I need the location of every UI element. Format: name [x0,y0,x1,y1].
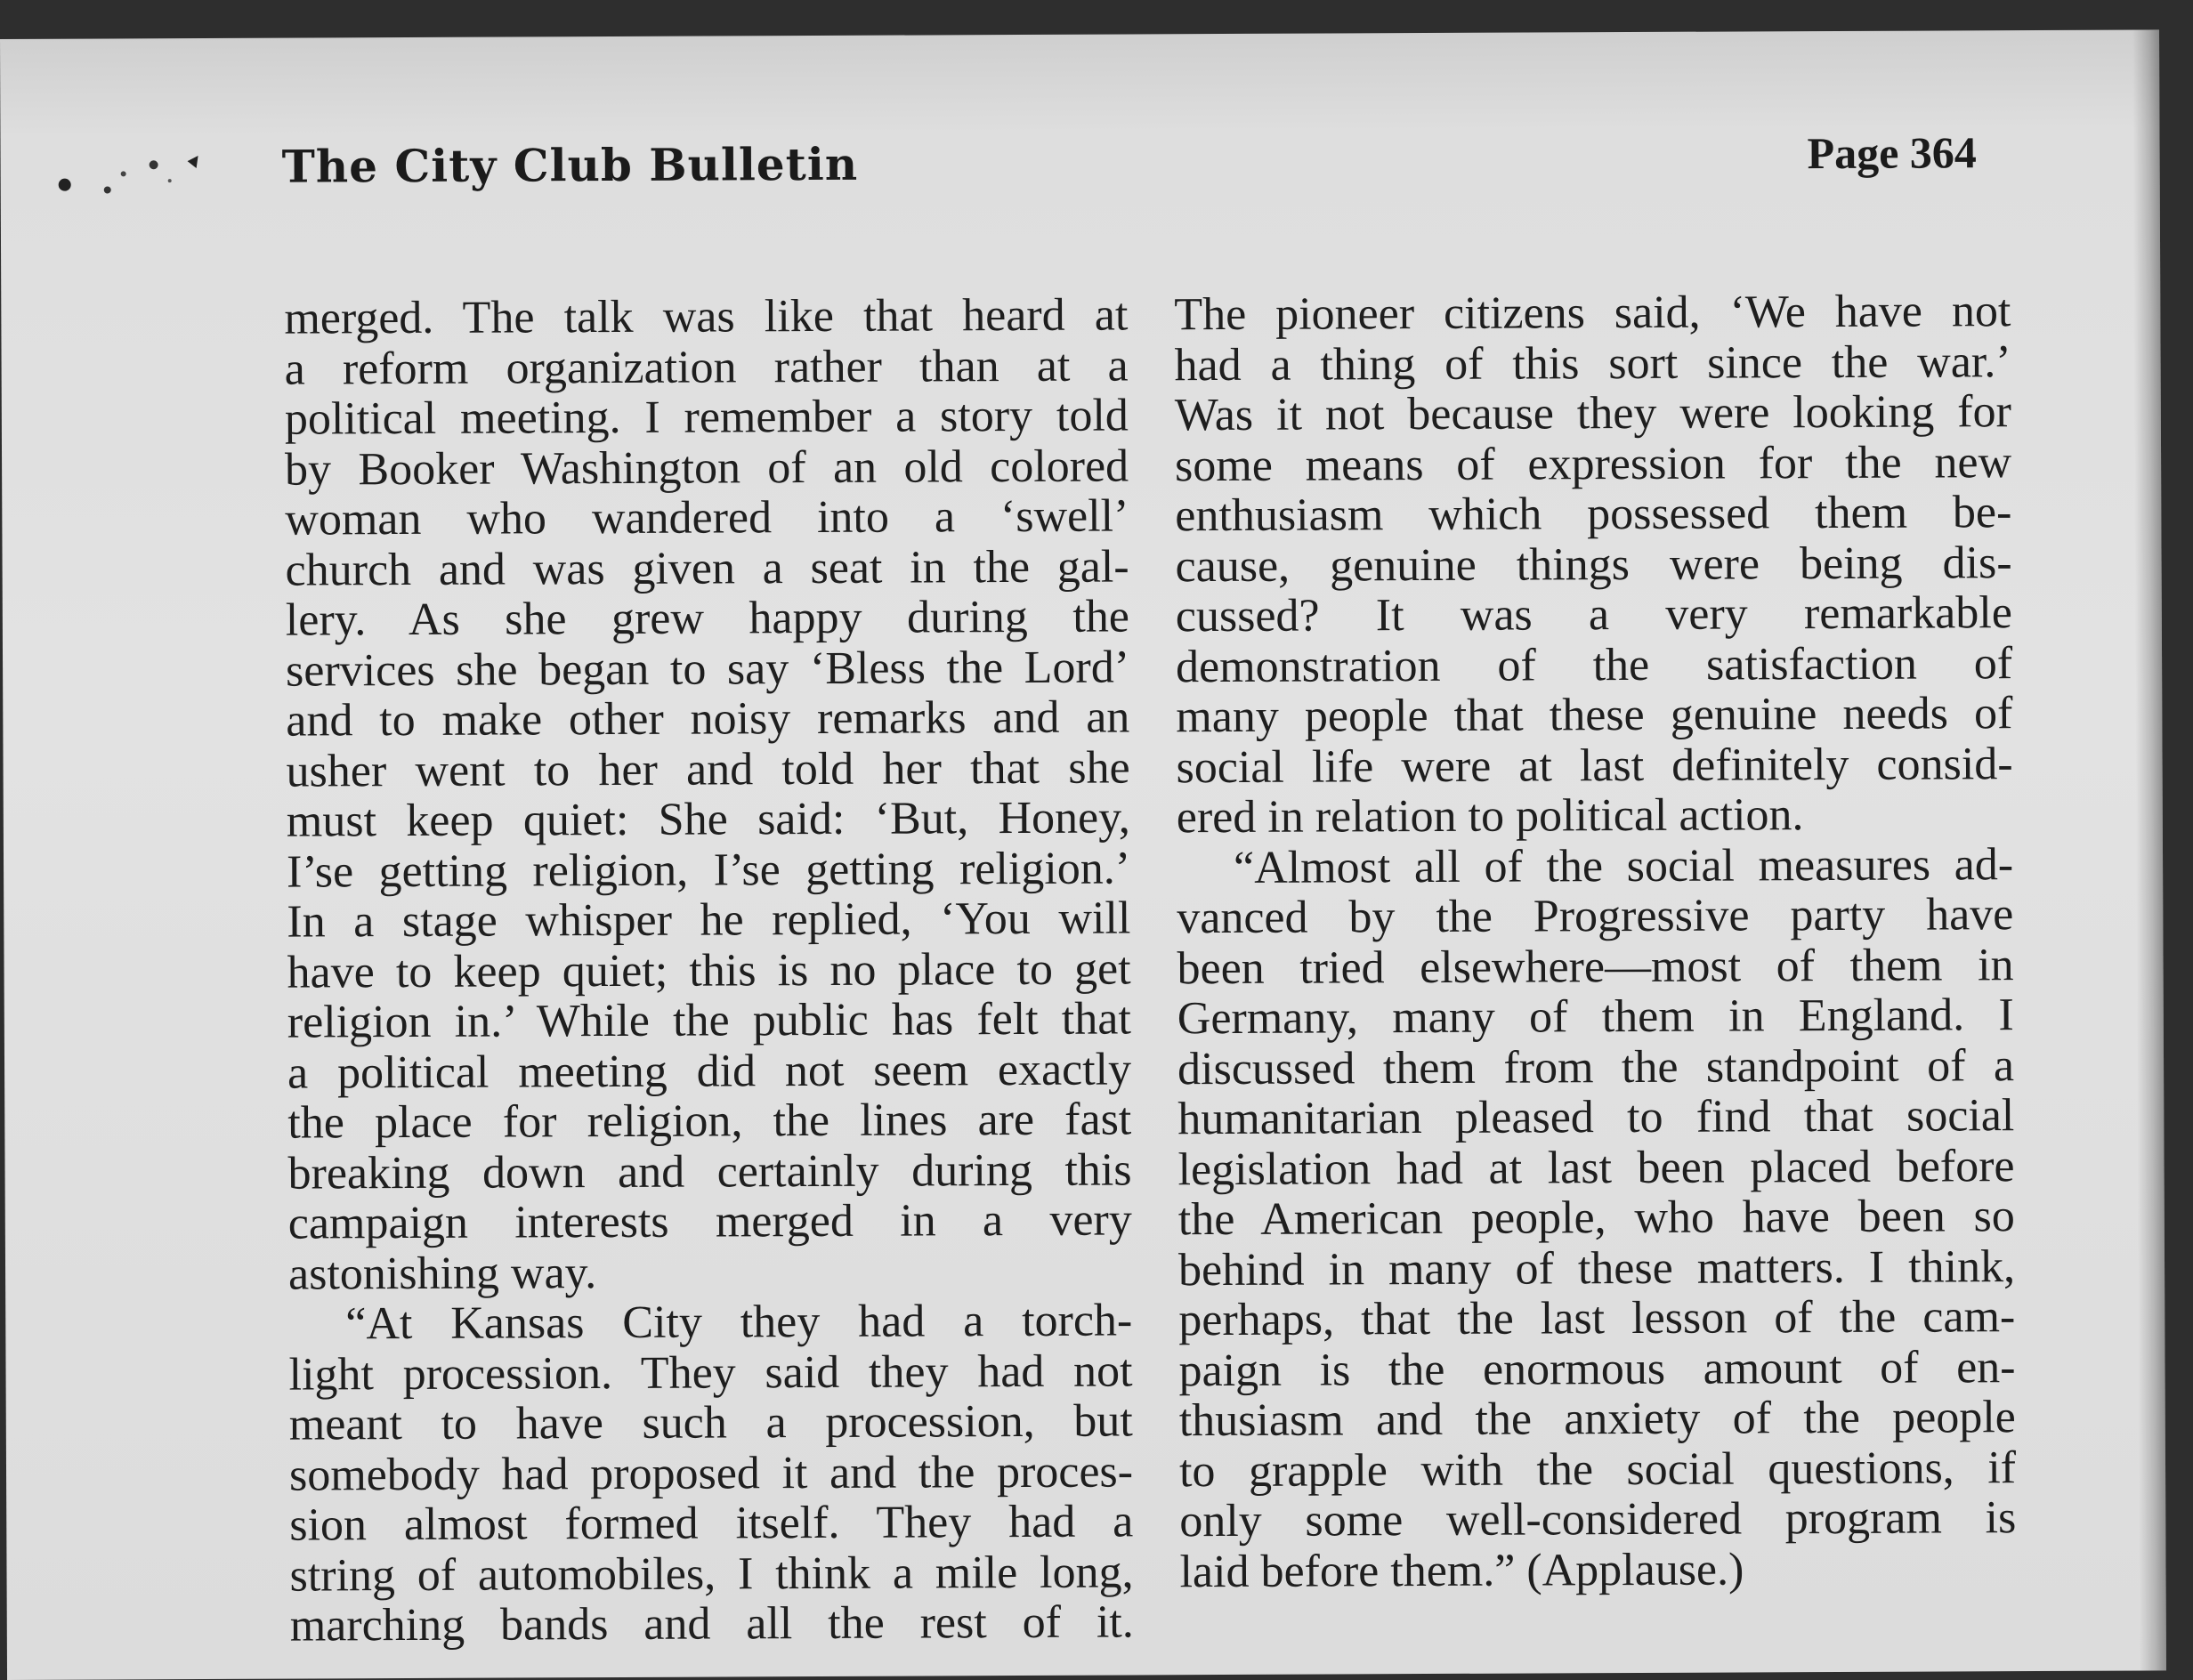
text-line: ered in relation to political action. [1176,789,1804,844]
text-line: some means of expression for the new [1174,436,2012,491]
text-line: Germany, many of them in England. I [1177,989,2014,1045]
text-line: cause, genuine things were being dis- [1175,537,2012,592]
text-line: I’se getting religion, I’se getting religion.’ [286,842,1131,898]
text-line: legislation had at last been placed before [1177,1140,2015,1195]
text-line: lery. As she grew happy during the [285,591,1129,646]
text-line: marching bands and all the rest of it. [289,1596,1134,1652]
text-line: a political meeting did not seem exactly [287,1043,1132,1099]
text-line: to grapple with the social questions, if [1178,1442,2017,1497]
text-line: only some well-considered program is [1179,1492,2017,1547]
text-line: astonishing way. [287,1247,597,1300]
text-line: humanitarian pleased to find that social [1177,1090,2015,1145]
text-line: cussed? It was a very remarkable [1175,587,2012,642]
text-line: meant to have such a procession, but [288,1395,1133,1450]
left-column [284,290,1134,1652]
text-line: string of automobiles, I think a mile long, [289,1546,1134,1602]
text-line: campaign interests merged in a very [287,1194,1132,1249]
text-line: light procession. They said they had not [288,1345,1133,1401]
text-line: Was it not because they were looking for [1174,386,2011,441]
text-line: social life were at last definitely consid- [1176,738,2013,793]
right-column [1174,287,2016,1597]
text-line: many people that these genuine needs of [1176,688,2013,743]
masthead-title: The City Club Bulletin [281,137,859,193]
text-line: have to keep quiet; this is no place to get [287,942,1131,998]
text-line: enthusiasm which possessed them be- [1175,487,2012,542]
text-line: “At Kansas City they had a torch- [345,1295,1133,1350]
text-line: In a stage whisper he replied, ‘You will [287,892,1131,948]
text-line: paign is the enormous amount of en- [1178,1341,2016,1396]
page-number: Page 364 [1807,127,1977,179]
text-line: a reform organization rather than at a [284,339,1129,395]
text-line: usher went to her and told her that she [286,741,1130,797]
text-line: behind in many of these matters. I think, [1177,1240,2016,1296]
text-line: somebody had proposed it and the proces- [288,1445,1134,1501]
text-line: must keep quiet: She said: ‘But, Honey, [286,792,1130,847]
paper-sheet [0,29,2166,1680]
text-line: political meeting. I remember a story told [284,390,1129,445]
text-line: vanced by the Progressive party have [1177,889,2014,944]
text-line: merged. The talk was like that heard at [284,289,1129,344]
text-line: sion almost formed itself. They had a [289,1496,1134,1551]
text-line: demonstration of the satisfaction of [1175,637,2013,692]
text-line: and to make other noisy remarks and an [286,691,1130,747]
text-line: church and was given a seat in the gal- [285,540,1129,596]
text-line: breaking down and certainly during this [287,1143,1132,1199]
text-line: religion in.’ While the public has felt that [287,993,1131,1048]
text-line: thusiasm and the anxiety of the people [1178,1392,2016,1447]
text-line: discussed them from the standpoint of a [1177,1039,2015,1094]
text-line: by Booker Washington of an old colored [284,440,1129,496]
ink-specks-icon [54,154,223,208]
text-line: been tried elsewhere—most of them in [1177,939,2014,994]
text-line: the place for religion, the lines are fast [287,1094,1132,1149]
text-line: perhaps, that the last lesson of the cam- [1178,1291,2016,1346]
text-line: woman who wandered into a ‘swell’ [285,490,1129,545]
text-line: The pioneer citizens said, ‘We have not [1174,286,2011,341]
text-line: services she began to say ‘Bless the Lord’ [285,641,1130,697]
text-line: had a thing of this sort since the war.’ [1174,335,2011,391]
text-line: laid before them.” (Applause.) [1179,1543,1744,1597]
text-line: the American people, who have been so [1177,1191,2015,1246]
text-line: “Almost all of the social measures ad- [1233,838,2014,893]
